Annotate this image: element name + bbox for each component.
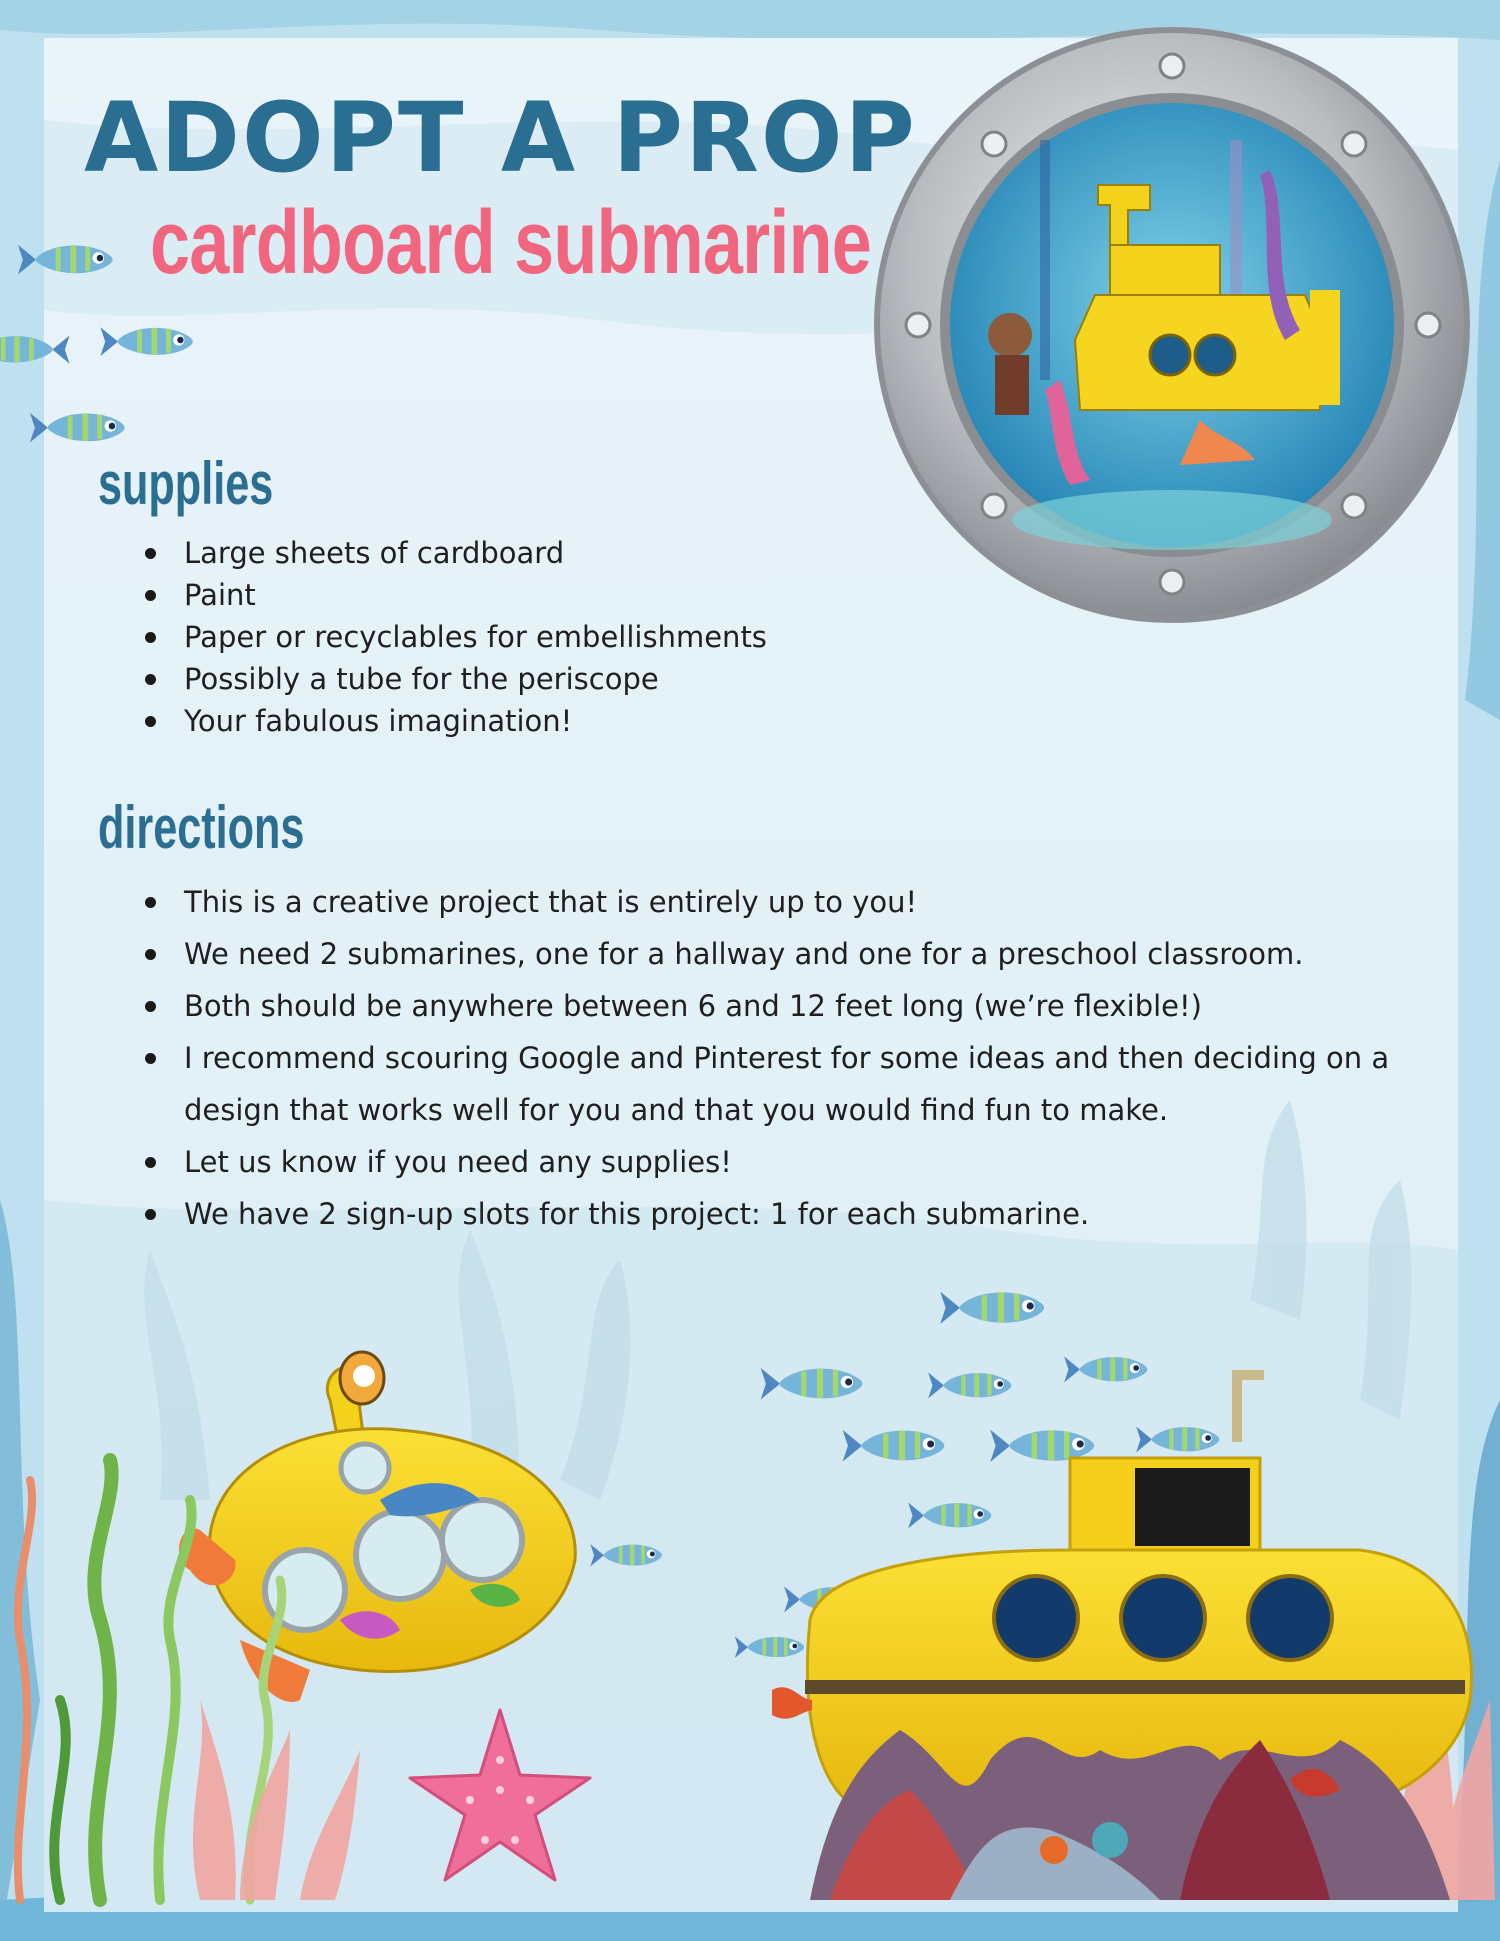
page-subtitle: cardboard submarine xyxy=(150,193,872,293)
list-item: Your fabulous imagination! xyxy=(142,700,1042,742)
directions-list xyxy=(142,876,1392,1240)
list-item: This is a creative project that is entirely up to you! xyxy=(142,876,1392,928)
page-title: ADOPT A PROP xyxy=(84,82,917,194)
list-item: We have 2 sign-up slots for this project: 1 for each submarine. xyxy=(142,1188,1392,1240)
list-item: Large sheets of cardboard xyxy=(142,532,1042,574)
list-item: Possibly a tube for the periscope xyxy=(142,658,1042,700)
supplies-list xyxy=(142,532,1042,742)
list-item: Paper or recyclables for embellishments xyxy=(142,616,1042,658)
list-item: We need 2 submarines, one for a hallway and one for a preschool classroom. xyxy=(142,928,1392,980)
list-item: Let us know if you need any supplies! xyxy=(142,1136,1392,1188)
list-item: Both should be anywhere between 6 and 12 feet long (we’re flexible!) xyxy=(142,980,1392,1032)
list-item: Paint xyxy=(142,574,1042,616)
list-item: I recommend scouring Google and Pinterest for some ideas and then deciding on a design that works well for you and that you would find fun to make. xyxy=(142,1032,1394,1136)
supplies-heading: supplies xyxy=(98,450,274,517)
directions-heading: directions xyxy=(98,794,305,861)
